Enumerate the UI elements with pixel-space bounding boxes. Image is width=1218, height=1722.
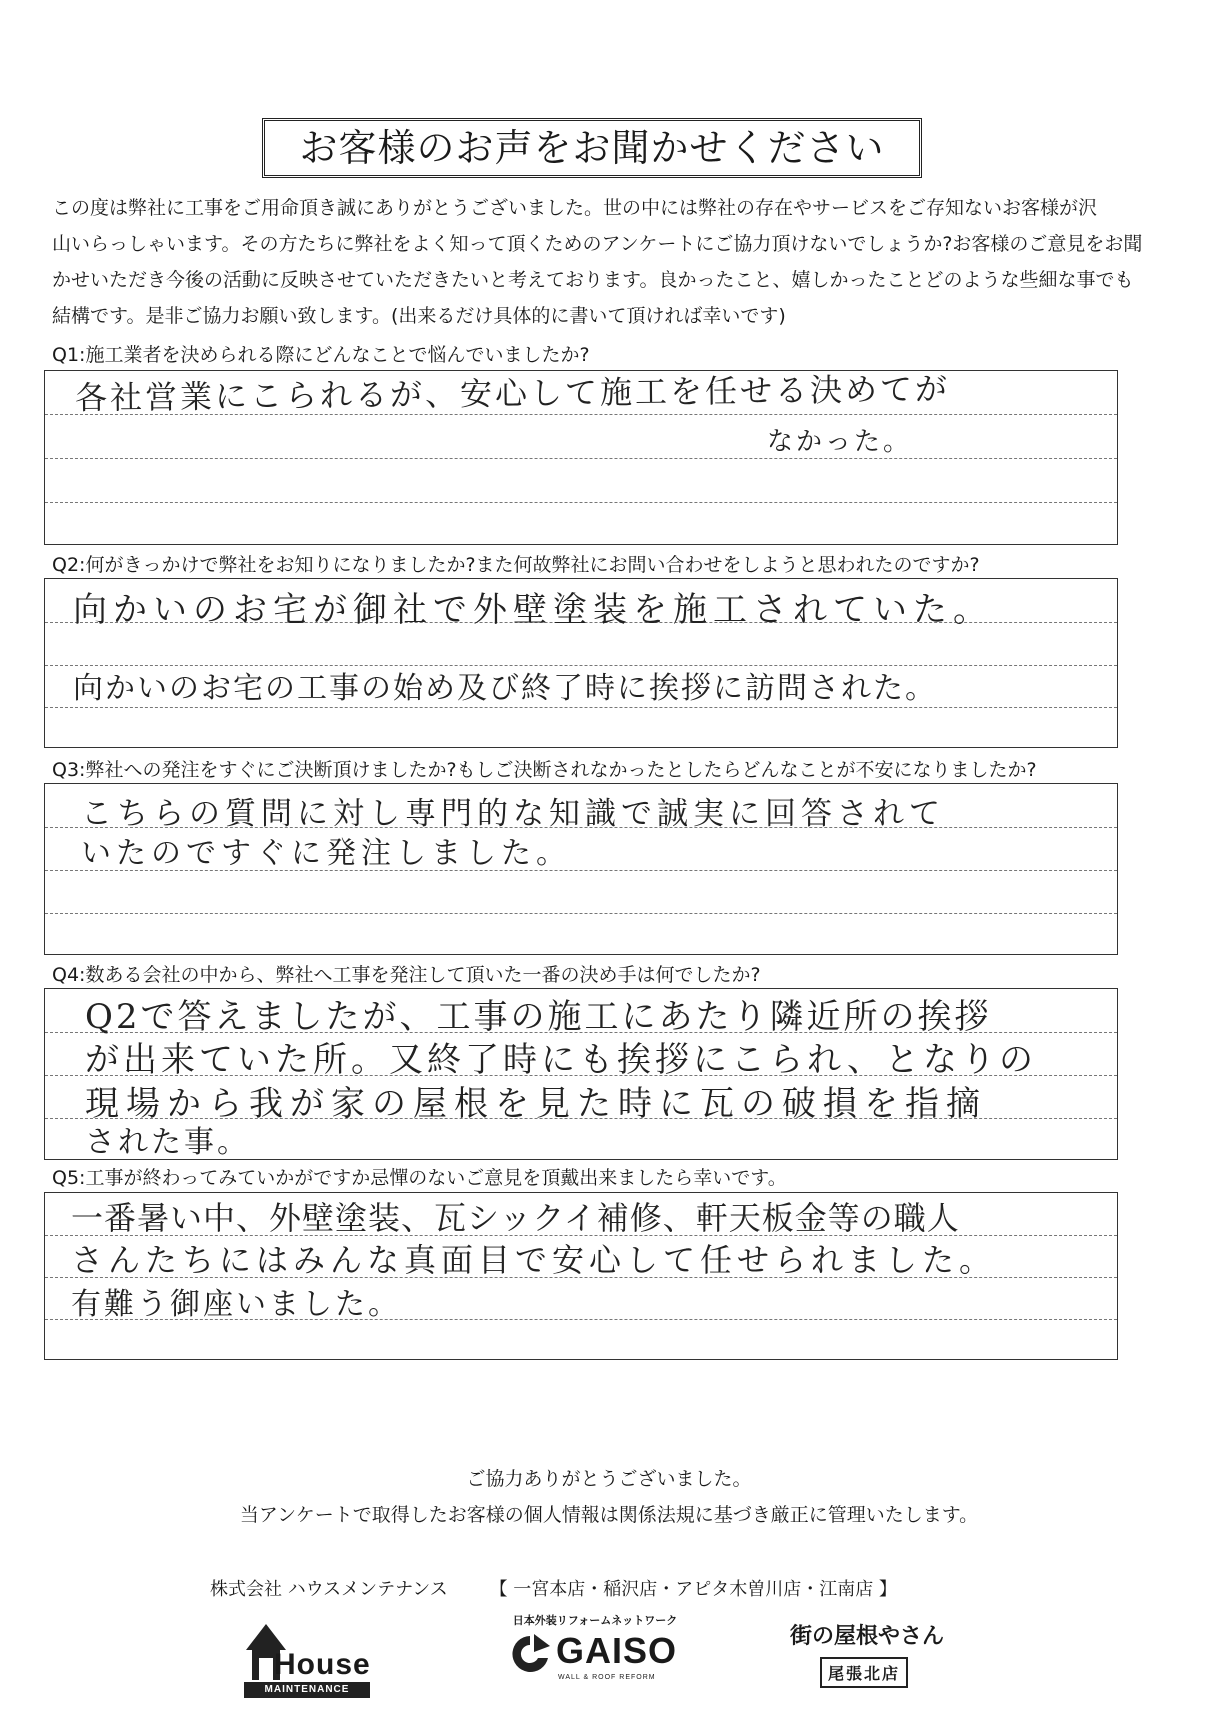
answer-3-line-1: こちらの質問に対し専門的な知識で誠実に回答されて	[81, 796, 945, 832]
answer-1-line-1: 各社営業にこられるが、安心して施工を任せる決めてが	[74, 369, 951, 417]
branch-list: 【 一宮本店・稲沢店・アピタ木曽川店・江南店 】	[489, 1579, 897, 1600]
answer-5-line-2: さんたちにはみんな真面目で安心して任せられました。	[71, 1241, 997, 1279]
intro-line: かせいただき今後の活動に反映させていただきたいと考えております。良かったこと、嬉しかったことどのような些細な事でも	[52, 269, 1134, 291]
answer-4-line-3: 現場から我が家の屋根を見た時に瓦の破損を指摘	[85, 1084, 987, 1124]
answer-box-1	[44, 370, 1118, 545]
answer-4-line-2: が出来ていた所。又終了時にも挨拶にこられ、となりの	[85, 1040, 1038, 1080]
answer-5-line-1: 一番暑い中、外壁塗装、瓦シックイ補修、軒天板金等の職人	[71, 1199, 960, 1237]
question-2-label: Q2:何がきっかけで弊社をお知りになりましたか?また何故弊社にお問い合わせをしようと思われたのですか?	[52, 554, 980, 576]
answer-4-line-1: Q2で答えましたが、工事の施工にあたり隣近所の挨拶	[85, 997, 992, 1037]
question-3-label: Q3:弊社への発注をすぐにご決断頂けましたか?もしご決断されなかったとしたらどんなことが不安になりましたか?	[52, 759, 1037, 781]
answer-box-5	[44, 1192, 1118, 1360]
house-logo-text: House	[274, 1648, 371, 1681]
answer-2-line-1: 向かいのお宅が御社で外壁塗装を施工されていた。	[73, 590, 993, 630]
intro-line: 山いらっしゃいます。その方たちに弊社をよく知って頂くためのアンケートにご協力頂けないでしょうか?お客様のご意見をお聞	[52, 233, 1143, 255]
question-4-label: Q4:数ある会社の中から、弊社へ工事を発注して頂いた一番の決め手は何でしたか?	[52, 964, 761, 986]
intro-text	[52, 190, 1162, 334]
yane-yasan-logo	[790, 1615, 945, 1695]
gaiso-network-text: 日本外装リフォームネットワーク	[512, 1614, 678, 1627]
house-logo-subtext: MAINTENANCE	[244, 1682, 370, 1698]
answer-box-4	[44, 988, 1118, 1160]
answer-box-2	[44, 578, 1118, 748]
gaiso-logo-subtext: WALL & ROOF REFORM	[558, 1674, 656, 1681]
answer-2-line-2: 向かいのお宅の工事の始め及び終了時に挨拶に訪問された。	[73, 671, 937, 706]
yane-logo-text: 街の屋根やさん	[790, 1623, 945, 1649]
answer-5-line-3: 有難う御座いました。	[71, 1287, 401, 1322]
yane-branch-text: 尾張北店	[820, 1657, 908, 1688]
question-1-label: Q1:施工業者を決められる際にどんなことで悩んでいましたか?	[52, 344, 590, 366]
answer-1-line-2: なかった。	[767, 427, 913, 457]
intro-line: この度は弊社に工事をご用命頂き誠にありがとうございました。世の中には弊社の存在やサービスをご存知ないお客様が沢	[52, 197, 1098, 219]
answer-3-line-2: いたのですぐに発注しました。	[81, 836, 571, 871]
question-5-label: Q5:工事が終わってみていかがですか忌憚のないご意見を頂戴出来ましたら幸いです。	[52, 1167, 787, 1189]
gaiso-logo-text: GAISO	[556, 1630, 678, 1671]
house-maintenance-logo	[240, 1610, 370, 1702]
company-info	[210, 1575, 933, 1601]
answer-4-line-4: された事。	[85, 1125, 250, 1160]
thanks-text: ご協力ありがとうございました。	[466, 1468, 752, 1490]
answer-box-3	[44, 783, 1118, 955]
privacy-text: 当アンケートで取得したお客様の個人情報は関係法規に基づき厳正に管理いたします。	[239, 1504, 979, 1526]
gaiso-mark-icon	[508, 1632, 552, 1676]
company-name: 株式会社 ハウスメンテナンス	[210, 1579, 448, 1600]
intro-line: 結構です。是非ご協力お願い致します。(出来るだけ具体的に書いて頂ければ幸いです)	[52, 305, 786, 327]
page-title: お客様のお声をお聞かせください	[262, 118, 922, 178]
gaiso-logo	[500, 1612, 690, 1700]
